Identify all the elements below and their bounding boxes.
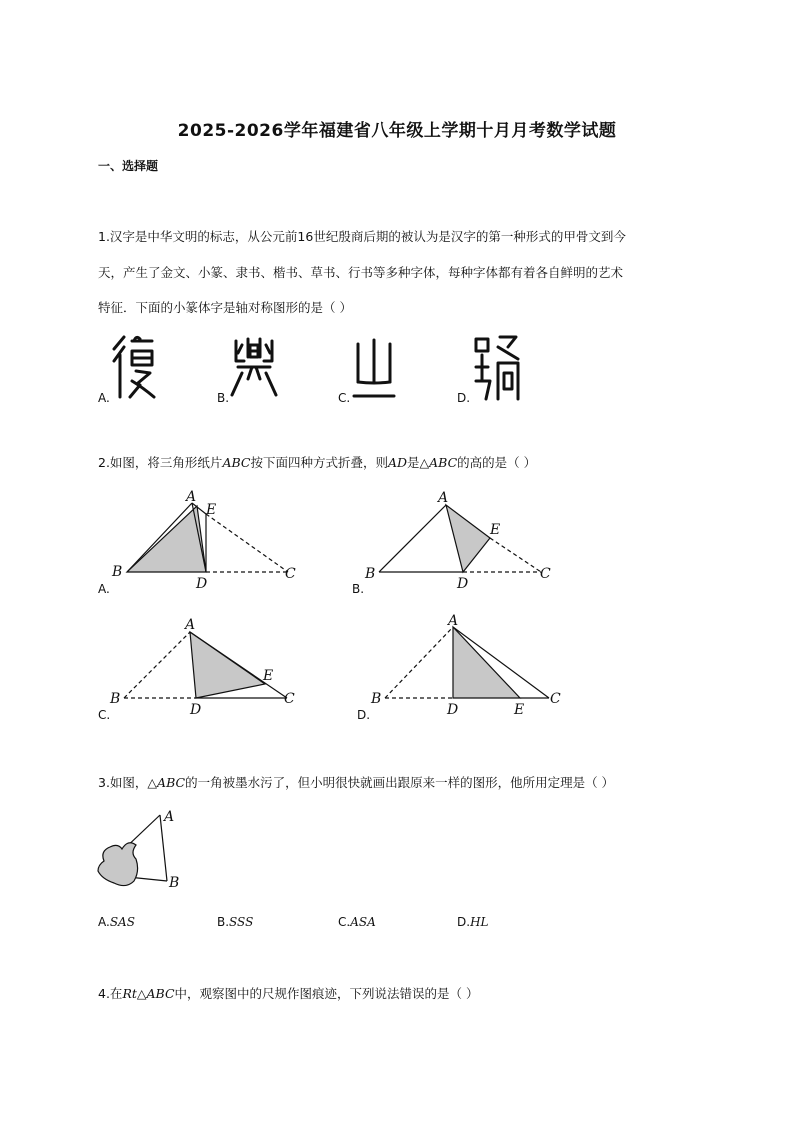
q3-option-b[interactable]: [217, 915, 253, 929]
q2-option-a[interactable]: A.: [98, 582, 110, 596]
q2-stem-pre: 2.如图，将三角形纸片: [98, 455, 223, 470]
q4-stem-post: 中，观察图中的尺规作图痕迹，下列说法错误的是（ ）: [174, 986, 479, 1001]
q4-stem-abc: ABC: [146, 986, 175, 1001]
q1-option-d[interactable]: D.: [457, 391, 471, 405]
q4-stem: [98, 985, 479, 1002]
q1-line2: 天，产生了金文、小篆、隶书、楷书、草书、行书等多种字体，每种字体都有着各自鲜明的艺术: [98, 265, 624, 280]
q2-stem-ad: AD: [387, 455, 408, 470]
label-b-a: B: [112, 564, 123, 580]
q3-option-a[interactable]: [98, 915, 135, 929]
q2-option-b[interactable]: B.: [352, 582, 365, 596]
q3-figure: [90, 805, 200, 895]
q1-option-c[interactable]: C.: [338, 391, 351, 405]
q1-option-a[interactable]: A.: [98, 391, 110, 405]
q2-figure-c: [109, 617, 295, 718]
q2-option-d[interactable]: D.: [357, 708, 371, 722]
label-a-q3: A: [164, 809, 175, 825]
q2-stem-mid: 按下面四种方式折叠，则: [250, 455, 388, 470]
q3-stem-post: 的一角被墨水污了，但小明很快就画出跟原来一样的图形，他所用定理是（ ）: [185, 775, 615, 790]
q3-stem-abc: ABC: [157, 775, 186, 790]
dashed-ab-c: [124, 632, 190, 698]
label-b-d: B: [371, 691, 382, 707]
label-c-d: C: [550, 691, 561, 707]
label-b-q3: B: [169, 875, 180, 891]
label-c-b: C: [540, 566, 551, 582]
q3-option-c-value: ASA: [350, 915, 376, 929]
q3-option-b-letter: B.: [217, 915, 230, 929]
q4-stem-pre: 4.在: [98, 986, 123, 1001]
q4-stem-rt: Rt: [122, 986, 137, 1001]
q3-option-d[interactable]: [457, 915, 489, 929]
q2-stem-mid2: 是△: [407, 455, 430, 470]
side-ab-b: [379, 505, 446, 572]
fold-region-c: [190, 632, 265, 698]
dashed-ec-b: [490, 538, 541, 572]
label-a-d: A: [448, 613, 459, 629]
page-title: 2025-2026学年福建省八年级上学期十月月考数学试题: [177, 121, 617, 141]
label-e-b: E: [490, 522, 501, 538]
label-e-a: E: [206, 502, 217, 518]
q2-figure-d: [370, 613, 561, 718]
q1-option-b[interactable]: B.: [217, 391, 230, 405]
q3-option-d-value: HL: [470, 915, 489, 929]
q3-option-c[interactable]: [338, 915, 376, 929]
dashed-ab-d: [385, 627, 453, 698]
q3-option-a-value: SAS: [109, 915, 135, 929]
fold-region-d: [453, 627, 520, 698]
fold-region-b: [446, 505, 490, 572]
label-e-d: E: [514, 702, 525, 718]
q2-stem-post: 的高的是（ ）: [457, 455, 537, 470]
q3-stem: [98, 774, 614, 791]
q2-stem-abc: ABC: [222, 455, 251, 470]
q3-option-c-letter: C.: [338, 915, 351, 929]
q4-stem-mid: △: [136, 986, 147, 1001]
label-d-d: D: [447, 702, 459, 718]
section-heading: 一、选择题: [98, 159, 159, 173]
label-a-c: A: [185, 617, 196, 633]
q1-line3: 特征．下面的小篆体字是轴对称图形的是（ ）: [98, 300, 352, 315]
q1-line1: 1.汉字是中华文明的标志，从公元前16世纪殷商后期的被认为是汉字的第一种形式的甲骨文到今: [98, 229, 626, 244]
q2-stem-abc2: ABC: [429, 455, 458, 470]
dashed-ec-a: [206, 514, 288, 572]
label-c-a: C: [285, 566, 296, 582]
ink-blot: [98, 843, 138, 886]
label-e-c: E: [263, 668, 274, 684]
q2-figure-b: [364, 490, 551, 592]
q3-option-d-letter: D.: [457, 915, 471, 929]
q3-option-b-value: SSS: [229, 915, 254, 929]
label-b-b: B: [365, 566, 376, 582]
label-d-b: D: [457, 576, 469, 592]
q2-option-c[interactable]: C.: [98, 708, 111, 722]
q2-figure-a: [111, 489, 296, 592]
label-c-c: C: [284, 691, 295, 707]
label-a-a: A: [186, 489, 197, 505]
label-a-b: A: [438, 490, 449, 506]
label-b-c: B: [110, 691, 121, 707]
q3-option-a-letter: A.: [98, 915, 110, 929]
q3-stem-pre: 3.如图，△: [98, 775, 158, 790]
label-d-c: D: [190, 702, 202, 718]
label-d-a: D: [196, 576, 208, 592]
